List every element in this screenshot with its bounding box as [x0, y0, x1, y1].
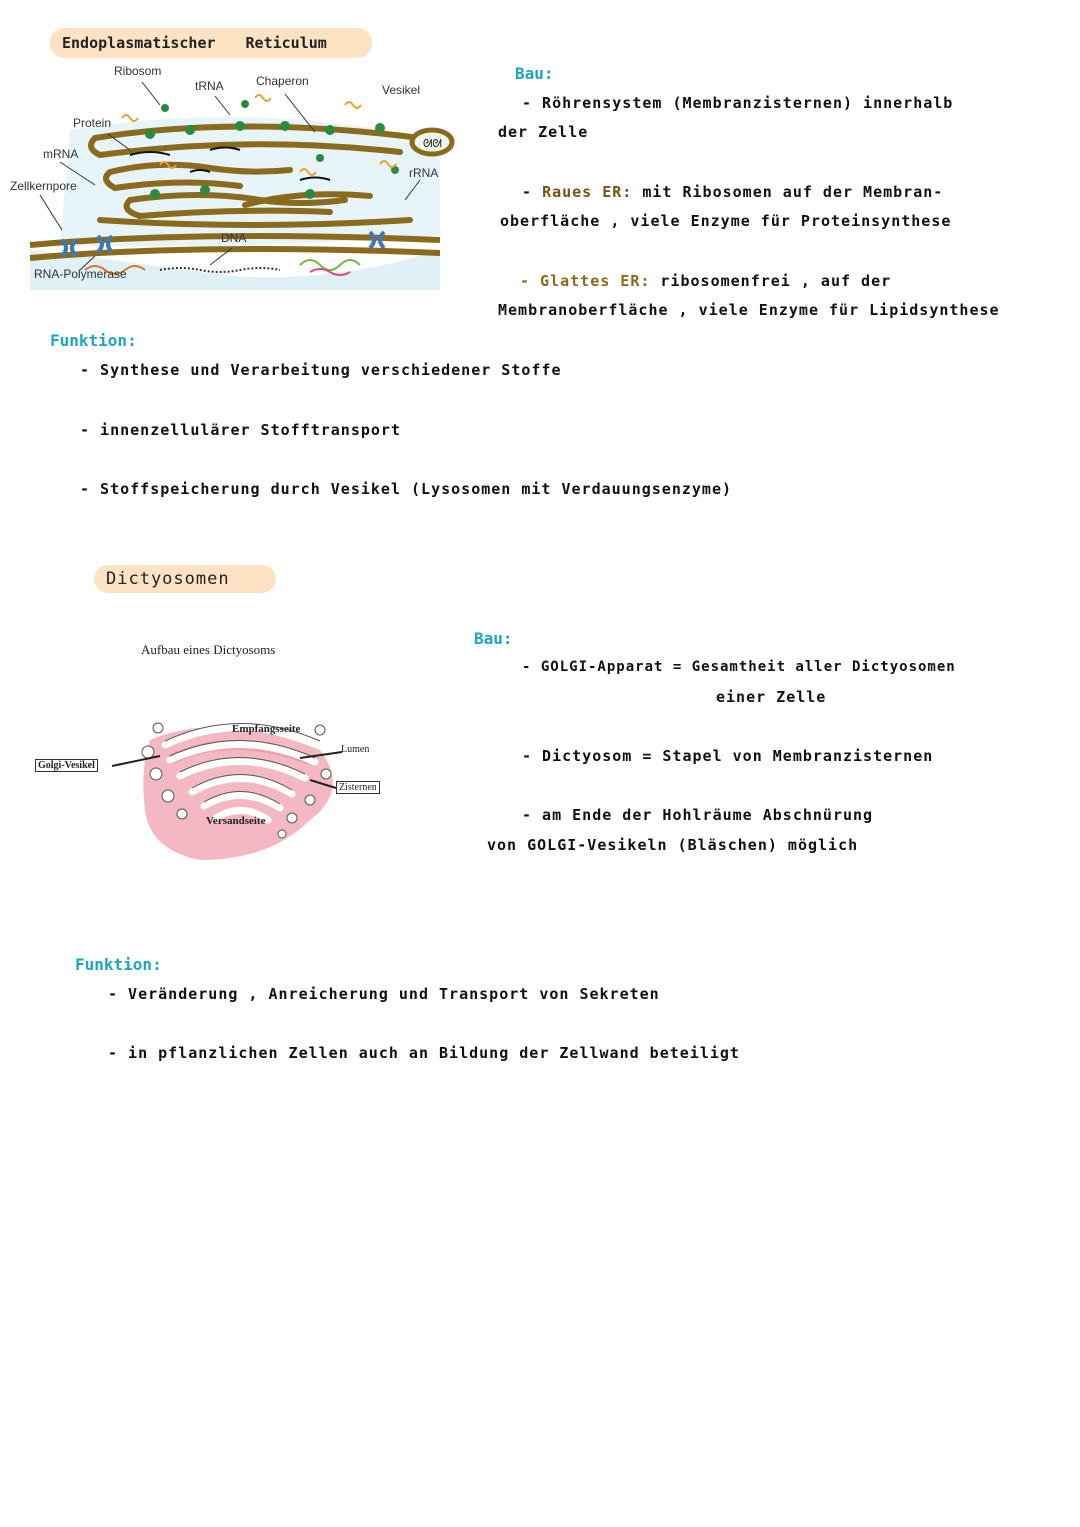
dict-funktion-item-2: - in pflanzlichen Zellen auch an Bildung der Zellwand beteiligt: [108, 1044, 740, 1062]
label-chaperon: Chaperon: [256, 74, 309, 88]
er-raues-line2: oberfläche , viele Enzyme für Proteinsynthese: [500, 212, 952, 230]
er-glattes-line1: [520, 272, 891, 290]
dict-bau-line1: - GOLGI-Apparat = Gesamtheit aller Dictyosomen: [522, 659, 956, 675]
er-raues-line1: [522, 183, 943, 201]
er-title-part1: Endoplasmatischer: [62, 34, 216, 52]
er-glattes-line2: Membranoberfläche , viele Enzyme für Lipidsynthese: [498, 301, 1000, 319]
er-funktion-item-2: - innenzellulärer Stofftransport: [80, 421, 401, 439]
er-bau-line1: - Röhrensystem (Membranzisternen) innerhalb: [522, 94, 954, 112]
dict-funktion-heading: Funktion:: [75, 955, 162, 974]
svg-text:ᘛᘛ: ᘛᘛ: [423, 137, 442, 150]
label-zisternen: Zisternen: [336, 781, 380, 794]
dict-funktion-item-1: - Veränderung , Anreicherung und Transport von Sekreten: [108, 985, 660, 1003]
label-empfangsseite: Empfangsseite: [232, 723, 301, 735]
dict-bau-line2: einer Zelle: [716, 688, 827, 706]
er-title-part2: Reticulum: [245, 34, 327, 52]
label-ribosom: Ribosom: [114, 64, 162, 78]
dict-title: [94, 565, 276, 593]
label-protein: Protein: [73, 116, 112, 130]
dict-bau-heading: Bau:: [474, 629, 513, 648]
label-vesikel: Vesikel: [382, 83, 421, 97]
label-versandseite: Versandseite: [206, 815, 266, 827]
er-funktion-item-1: - Synthese und Verarbeitung verschiedener Stoffe: [80, 361, 562, 379]
er-title: [50, 28, 372, 58]
glattes-label: - Glattes ER:: [520, 272, 651, 290]
label-lumen: Lumen: [341, 744, 370, 755]
dict-bau-line4: - am Ende der Hohlräume Abschnürung: [522, 806, 874, 824]
dict-bau-line5: von GOLGI-Vesikeln (Bläschen) möglich: [487, 836, 859, 854]
label-dna: DNA: [221, 231, 247, 245]
er-bau-heading: Bau:: [515, 64, 554, 83]
label-trna: tRNA: [195, 79, 224, 93]
er-bau-line2: der Zelle: [498, 123, 589, 141]
label-golgi-vesikel: Golgi-Vesikel: [35, 759, 98, 772]
label-rrna: rRNA: [409, 166, 439, 180]
label-mrna: mRNA: [43, 147, 79, 161]
label-zellkernpore: Zellkernpore: [10, 179, 77, 193]
er-funktion-item-3: - Stoffspeicherung durch Vesikel (Lysosomen mit Verdauungsenzyme): [80, 480, 732, 498]
dict-title-text: Dictyosomen: [106, 569, 230, 589]
dict-bau-line3: - Dictyosom = Stapel von Membranzisternen: [522, 747, 934, 765]
glattes-line1-rest: ribosomenfrei , auf der: [650, 272, 892, 290]
raues-line1-rest: mit Ribosomen auf der Membran-: [632, 183, 944, 201]
label-rna-polymerase: RNA-Polymerase: [34, 267, 127, 281]
raues-prefix: -: [522, 183, 543, 201]
dict-figure-caption: Aufbau eines Dictyosoms: [141, 642, 276, 657]
dictyosome-diagram: [20, 700, 420, 890]
er-funktion-heading: Funktion:: [50, 331, 137, 350]
raues-label: Raues ER:: [542, 183, 633, 201]
